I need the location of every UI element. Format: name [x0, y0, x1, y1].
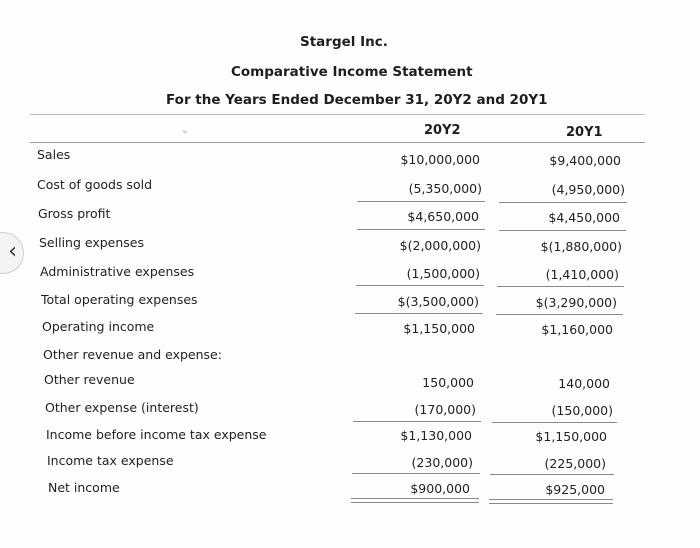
value-20y1-other-revenue: 140,000 — [558, 376, 610, 391]
value-20y1-net-income: $925,000 — [545, 482, 605, 497]
row-label-selling-expenses: Selling expenses — [39, 235, 145, 250]
row-label-sales: Sales — [37, 147, 71, 162]
underline-20y1-total-operating — [496, 314, 623, 315]
underline-20y2-total-operating — [355, 313, 483, 314]
row-label-gross-profit: Gross profit — [38, 206, 111, 221]
underline-20y1-income-tax — [490, 474, 614, 475]
row-label-net-income: Net income — [48, 480, 120, 495]
value-20y2-selling: $(2,000,000) — [399, 238, 481, 253]
value-20y1-operating-income: $1,160,000 — [541, 322, 613, 337]
row-label-income-before-tax: Income before income tax expense — [46, 427, 267, 442]
row-label-income-tax: Income tax expense — [47, 453, 174, 468]
double-underline-20y1-net-income — [489, 499, 613, 504]
value-20y2-operating-income: $1,150,000 — [403, 321, 475, 336]
row-label-operating-income: Operating income — [42, 319, 155, 334]
header-rule-bottom — [30, 142, 645, 143]
value-20y1-cogs: (4,950,000) — [551, 182, 625, 197]
statement-title: Comparative Income Statement — [231, 64, 473, 80]
value-20y1-income-tax: (225,000) — [544, 456, 606, 471]
value-20y2-income-tax: (230,000) — [411, 455, 473, 470]
column-header-20y2: 20Y2 — [424, 123, 461, 138]
underline-20y2-cogs — [357, 201, 485, 202]
underline-20y1-other-expense — [492, 422, 617, 423]
value-20y1-income-before-tax: $1,150,000 — [535, 429, 607, 444]
underline-20y2-other-expense — [353, 421, 481, 422]
value-20y2-gross-profit: $4,650,000 — [407, 209, 479, 224]
value-20y1-sales: $9,400,000 — [549, 153, 621, 168]
value-20y2-net-income: $900,000 — [410, 481, 470, 496]
row-label-other-heading: Other revenue and expense: — [43, 347, 222, 362]
underline-20y1-admin — [497, 286, 624, 287]
row-label-admin-expenses: Administrative expenses — [40, 264, 195, 279]
value-20y1-gross-profit: $4,450,000 — [548, 210, 620, 225]
underline-20y2-admin — [356, 285, 484, 286]
value-20y2-other-revenue: 150,000 — [422, 375, 474, 390]
underline-20y2-income-tax — [352, 473, 480, 474]
underline-20y1-cogs — [499, 202, 627, 203]
company-name: Stargel Inc. — [300, 34, 388, 50]
value-20y2-cogs: (5,350,000) — [408, 181, 482, 196]
row-label-cogs: Cost of goods sold — [37, 177, 153, 192]
value-20y2-other-expense: (170,000) — [414, 402, 476, 417]
value-20y2-total-operating: $(3,500,000) — [397, 294, 479, 309]
header-rule-top — [30, 114, 645, 115]
double-underline-20y2-net-income — [351, 498, 479, 503]
value-20y2-sales: $10,000,000 — [400, 152, 480, 167]
underline-20y2-gross-profit — [357, 229, 485, 230]
value-20y2-income-before-tax: $1,130,000 — [400, 428, 472, 443]
mark-icon: ⌄ — [181, 126, 189, 136]
column-header-20y1: 20Y1 — [566, 125, 603, 140]
underline-20y1-gross-profit — [499, 230, 626, 231]
value-20y1-admin: (1,410,000) — [545, 267, 619, 282]
chevron-left-icon: ‹ — [8, 239, 17, 264]
value-20y2-admin: (1,500,000) — [406, 266, 480, 281]
previous-page-button[interactable] — [0, 232, 24, 274]
value-20y1-other-expense: (150,000) — [551, 403, 613, 418]
statement-period: For the Years Ended December 31, 20Y2 and 20Y1 — [166, 92, 548, 108]
value-20y1-total-operating: $(3,290,000) — [535, 295, 617, 310]
row-label-total-operating: Total operating expenses — [41, 292, 198, 307]
value-20y1-selling: $(1,880,000) — [540, 239, 622, 254]
row-label-other-revenue: Other revenue — [44, 372, 135, 387]
row-label-other-expense: Other expense (interest) — [45, 400, 199, 415]
